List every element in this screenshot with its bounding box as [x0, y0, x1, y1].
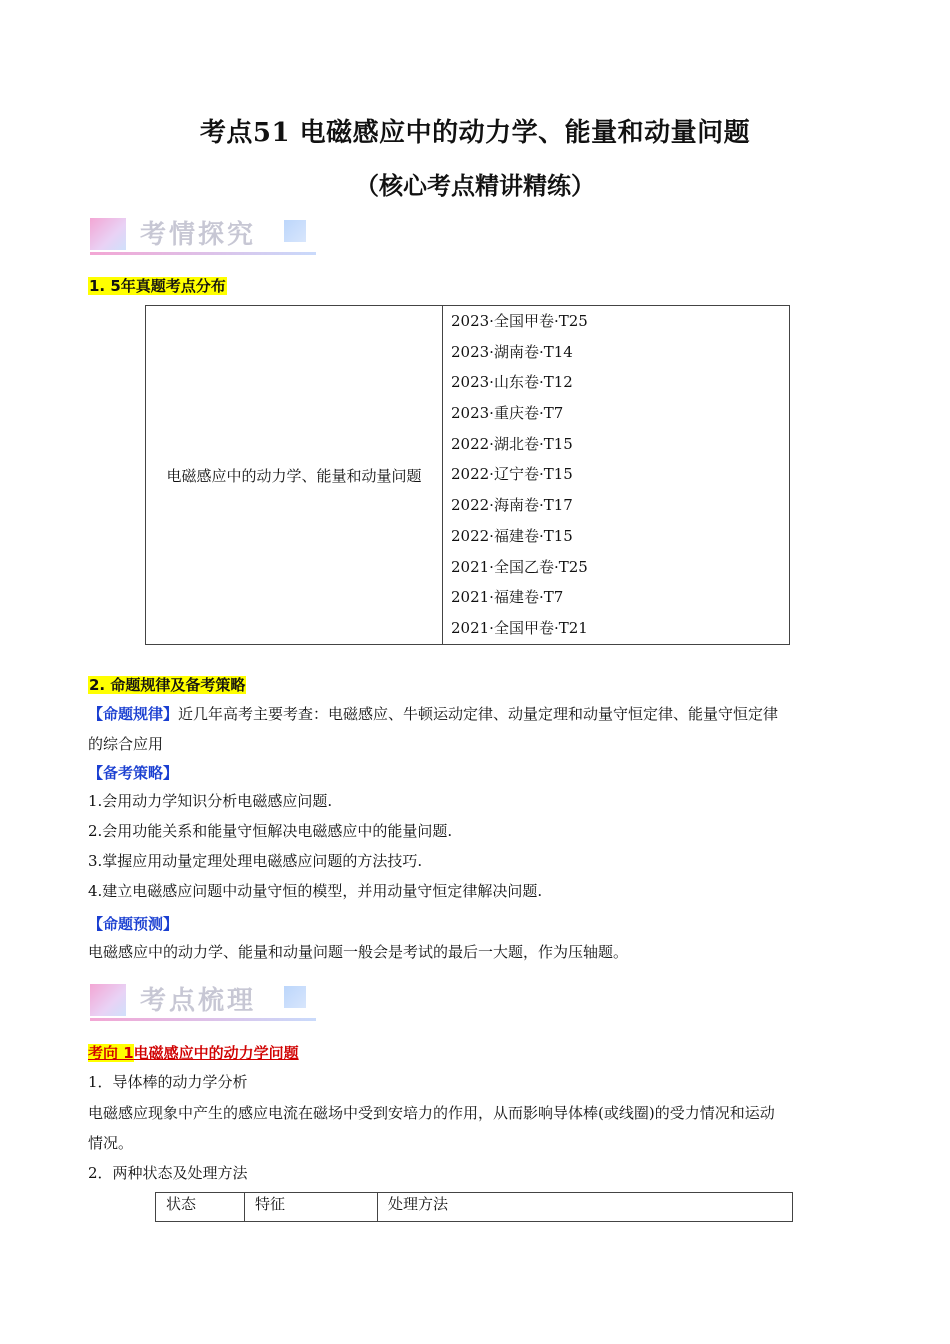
- banner-decoration: [284, 220, 306, 242]
- exam-item: 2022·海南卷·T17: [451, 496, 573, 515]
- rule-text-cont: 的综合应用: [88, 735, 164, 753]
- exam-item: 2023·重庆卷·T7: [451, 404, 564, 423]
- paragraph: 1．导体棒的动力学分析: [88, 1073, 248, 1091]
- predict-label: [88, 909, 178, 939]
- exam-item: 2021·全国乙卷·T25: [451, 557, 588, 576]
- paragraph-text: 电磁感应现象中产生的感应电流在磁场中受到安培力的作用，从而影响导体棒(或线圈)的受力情况和运动: [88, 1104, 775, 1122]
- exam-item: 2022·湖北卷·T15: [451, 434, 573, 453]
- exam-item: 2022·辽宁卷·T15: [451, 465, 573, 484]
- banner-decoration: [284, 986, 306, 1008]
- page-subtitle: （核心考点精讲精练）: [355, 171, 595, 200]
- banner-decoration: [90, 984, 126, 1016]
- direction-title: 电磁感应中的动力学问题: [133, 1044, 299, 1062]
- rule-label: 【命题规律】: [88, 705, 179, 723]
- exam-list-cell: [443, 306, 790, 645]
- banner-label: 考点梳理: [140, 986, 257, 1016]
- section-heading: [88, 674, 246, 695]
- banner-underline: [90, 1018, 316, 1021]
- table-header-cell: 特征: [245, 1193, 378, 1222]
- paragraph-text: 情况。: [88, 1134, 134, 1152]
- strategy-item: 3.掌握应用动量定理处理电磁感应问题的方法技巧.: [88, 852, 423, 870]
- exam-item: 2023·全国甲卷·T25: [451, 312, 588, 330]
- paragraph: 2．两种状态及处理方法: [88, 1164, 248, 1182]
- rule-paragraph: [88, 699, 878, 759]
- banner-decoration: [90, 218, 126, 250]
- predict-label-text: 【命题预测】: [88, 915, 179, 933]
- exam-item: 2022·福建卷·T15: [451, 526, 573, 545]
- distribution-table: [145, 305, 790, 645]
- section-heading-text: 1. 5年真题考点分布: [89, 277, 226, 295]
- strategy-list: [88, 786, 878, 906]
- strategy-label: [88, 758, 178, 788]
- banner-exam-analysis: [90, 214, 330, 260]
- strategy-item: 1.会用动力学知识分析电磁感应问题.: [88, 792, 333, 810]
- banner-label: 考情探究: [140, 220, 257, 250]
- predict-text: 电磁感应中的动力学、能量和动量问题一般会是考试的最后一大题，作为压轴题。: [88, 943, 629, 961]
- state-table: [155, 1192, 793, 1222]
- table-header-cell: 处理方法: [378, 1193, 793, 1222]
- exam-item: 2023·湖南卷·T14: [451, 342, 573, 361]
- rule-text: 近几年高考主要考查：电磁感应、牛顿运动定律、动量定理和动量守恒定律、能量守恒定律: [178, 705, 779, 723]
- table-header-cell: 状态: [156, 1193, 245, 1222]
- topic-cell: 电磁感应中的动力学、能量和动量问题: [146, 306, 443, 645]
- strategy-item: 4.建立电磁感应问题中动量守恒的模型，并用动量守恒定律解决问题.: [88, 882, 543, 900]
- section-heading-text: 2. 命题规律及备考策略: [89, 676, 246, 694]
- strategy-item: 2.会用功能关系和能量守恒解决电磁感应中的能量问题.: [88, 822, 453, 840]
- exam-item: 2023·山东卷·T12: [451, 373, 573, 392]
- banner-key-points: [90, 980, 330, 1026]
- page-title: 考点51 电磁感应中的动力学、能量和动量问题: [199, 118, 751, 148]
- paragraph: [88, 1098, 888, 1158]
- exam-item: 2021·全国甲卷·T21: [451, 618, 588, 637]
- exam-item: 2021·福建卷·T7: [451, 588, 564, 607]
- strategy-label-text: 【备考策略】: [88, 764, 179, 782]
- table-header-row: [156, 1193, 793, 1222]
- section-heading: [88, 275, 227, 296]
- direction-label: 考向 1: [88, 1044, 134, 1062]
- banner-underline: [90, 252, 316, 255]
- direction-heading: [88, 1042, 299, 1063]
